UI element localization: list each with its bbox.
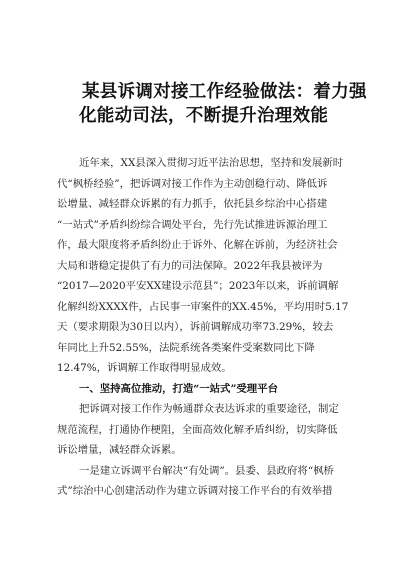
text-line: 作，最大限度将矛盾纠纷止于诉外、化解在诉前，为经济社会 bbox=[57, 239, 338, 251]
text-line: “2017—2020平安XX建设示范县”；2023年以来，诉前调解 bbox=[57, 280, 339, 292]
text-line: 把诉调对接工作作为畅通群众表达诉求的重要途径，制定 bbox=[79, 403, 339, 415]
text-line: 年同比上升52.55%，法院系统各类案件受案数同比下降 bbox=[57, 341, 315, 354]
text-line: 诉讼增量，减轻群众诉累。 bbox=[57, 444, 182, 456]
heading-line: 一、坚持高位推动，打造“一站式”受理平台 bbox=[79, 382, 278, 395]
text-line: 讼增量、减轻群众诉累的有力抓手，依托县乡综治中心搭建 bbox=[57, 198, 328, 210]
paragraph-intro bbox=[57, 153, 357, 379]
text-line: 规范流程，打通协作梗阻，全面高效化解矛盾纠纷，切实降低 bbox=[57, 423, 338, 436]
document-body bbox=[57, 153, 357, 502]
text-line: 天（要求期限为30日以内），诉前调解成功率73.29%，较去 bbox=[57, 321, 334, 333]
text-line: 近年来，XX县深入贯彻习近平法治思想，坚持和发展新时 bbox=[79, 157, 344, 169]
paragraph-section-intro bbox=[57, 399, 357, 461]
section-heading bbox=[57, 379, 357, 400]
document-title bbox=[79, 80, 367, 128]
paragraph-point-one bbox=[57, 461, 357, 502]
title-line-1: 某县诉调对接工作经验做法：着力强 bbox=[82, 82, 367, 102]
text-line: 化解纠纷XXXX件，占民事一审案件的XX.45%，平均用时5.17 bbox=[57, 300, 349, 313]
text-line: 代“枫桥经验”，把诉调对接工作作为主动创稳行动、降低诉 bbox=[57, 177, 328, 190]
title-line-2: 化能动司法，不断提升治理效能 bbox=[79, 106, 329, 126]
text-line: 式”综治中心创建活动作为建立诉调对接工作平台的有效举措 bbox=[57, 485, 333, 497]
text-line: “一站式”矛盾纠纷综合调处平台，先行先试推进诉源治理工 bbox=[57, 218, 328, 231]
text-line: 大局和谐稳定提供了有力的司法保障。2022年我县被评为 bbox=[57, 259, 323, 272]
text-line: 一是建立诉调平台解决“有处调”。县委、县政府将“枫桥 bbox=[79, 464, 334, 477]
text-line: 12.47%，诉调解工作取得明显成效。 bbox=[57, 362, 232, 374]
